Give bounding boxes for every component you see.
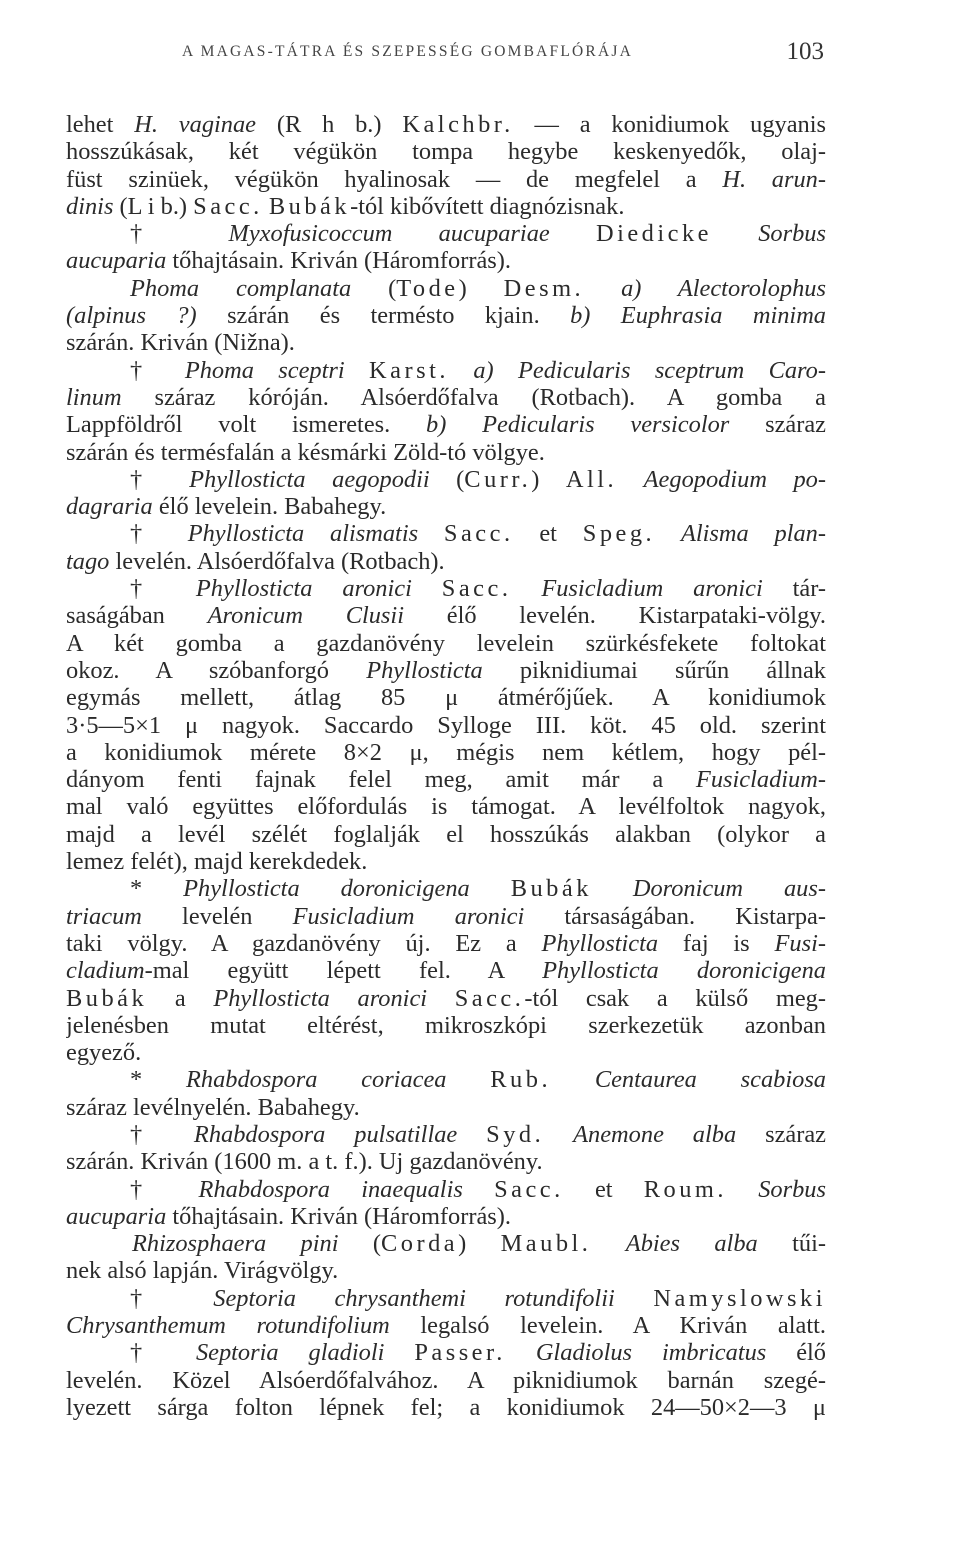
text-run: tőhajtásain. Kriván (Háromforrás). bbox=[166, 247, 512, 275]
text-run bbox=[592, 875, 633, 902]
text-line bbox=[66, 357, 826, 384]
text-run: nek alsó lapján. Virágvölgy. bbox=[66, 1257, 339, 1285]
text-run: levelén. Közel Alsóerdőfalvához. A piknidiumok barnán szegé- bbox=[66, 1366, 826, 1394]
text-line bbox=[66, 985, 826, 1012]
text-line bbox=[66, 1176, 826, 1203]
text-line bbox=[66, 493, 826, 520]
italic-term: Gladiolus imbricatus bbox=[535, 1339, 767, 1367]
text-run bbox=[727, 1176, 758, 1203]
italic-term: H. arun- bbox=[722, 165, 826, 193]
text-run: (R h b.) bbox=[256, 111, 403, 138]
author-name: Kalchbr. bbox=[402, 111, 514, 138]
italic-term: (alpinus ?) bbox=[66, 302, 197, 330]
author-name: Maubl. bbox=[500, 1230, 592, 1258]
text-run: jelenésben mutat eltérést, mikroszkópi szerkezetük azonban bbox=[66, 1011, 826, 1039]
text-run: † bbox=[130, 1284, 214, 1312]
author-name: Roum. bbox=[643, 1175, 727, 1203]
italic-term: Phyllosticta doronicigena bbox=[183, 875, 470, 903]
text-line bbox=[66, 220, 826, 247]
italic-term: b) Euphrasia minima bbox=[570, 302, 826, 330]
text-run: szárán. Kriván (1600 m. a t. f.). Uj gazdanövény. bbox=[66, 1148, 543, 1176]
text-line bbox=[66, 384, 826, 411]
author-name: Syd. bbox=[486, 1120, 545, 1148]
text-line bbox=[66, 1121, 826, 1148]
italic-term: Phyllosticta bbox=[541, 929, 659, 957]
text-run bbox=[427, 985, 455, 1012]
italic-term: dinis bbox=[66, 192, 114, 220]
text-line bbox=[66, 875, 826, 902]
text-run bbox=[384, 1339, 414, 1366]
text-run bbox=[418, 520, 444, 547]
text-line bbox=[66, 1394, 826, 1421]
text-line bbox=[66, 548, 826, 575]
italic-term: Abies alba bbox=[625, 1230, 758, 1258]
text-line bbox=[66, 1012, 826, 1039]
text-line bbox=[66, 1148, 826, 1175]
text-line bbox=[66, 193, 826, 220]
italic-term: linum bbox=[66, 383, 122, 411]
italic-term: Phoma sceptri bbox=[184, 356, 345, 384]
italic-term: Anemone alba bbox=[573, 1120, 737, 1148]
text-run: — a konidiumok ugyanis bbox=[513, 111, 826, 138]
italic-term: Phyllosticta aronici bbox=[195, 575, 412, 603]
italic-term: Sorbus bbox=[758, 220, 826, 248]
author-name: Sacc. bbox=[443, 520, 514, 548]
text-run: piknidiumai sűrűn állnak bbox=[482, 656, 826, 684]
text-line bbox=[66, 329, 826, 356]
text-run: hosszúkásak, két végükön tompa hegybe keskenyedők, olaj- bbox=[66, 138, 826, 166]
text-run: egyező. bbox=[66, 1039, 142, 1067]
italic-term: Rhabdospora coriacea bbox=[185, 1066, 447, 1094]
italic-term: cladium bbox=[66, 957, 145, 985]
author-name: Namyslowski bbox=[653, 1284, 826, 1312]
text-line bbox=[66, 1285, 826, 1312]
text-run: ( bbox=[429, 465, 465, 493]
italic-term: Rhizosphaera pini bbox=[132, 1230, 339, 1258]
text-run: száraz bbox=[729, 411, 826, 439]
text-run: 3·5—5×1 μ nagyok. Saccardo Sylloge III. köt. 45 old. szerint bbox=[66, 711, 826, 739]
italic-term: Rhabdospora pulsatillae bbox=[193, 1120, 458, 1148]
text-run: saságában bbox=[66, 602, 208, 630]
text-run: száraz kóróján. Alsóerdőfalva (Rotbach). A gomba a bbox=[121, 383, 826, 411]
text-line bbox=[66, 466, 826, 493]
text-line bbox=[66, 739, 826, 766]
text-run: ( bbox=[338, 1230, 381, 1258]
text-run: † bbox=[130, 520, 188, 548]
author-name: Sacc. bbox=[494, 1175, 564, 1203]
text-run: ( bbox=[351, 274, 397, 302]
italic-term: b) Pedicularis versicolor bbox=[426, 411, 730, 439]
italic-term: Phyllosticta aronici bbox=[213, 984, 428, 1012]
text-run: † bbox=[130, 575, 196, 603]
author-name: All. bbox=[565, 465, 618, 493]
text-run: egymás mellett, átlag 85 μ átmérőjűek. A konidiumok bbox=[66, 684, 826, 712]
page-number: 103 bbox=[786, 38, 824, 65]
text-run bbox=[591, 1230, 625, 1257]
text-line bbox=[66, 1339, 826, 1366]
author-name: Curr. bbox=[464, 465, 532, 493]
text-run: mal való együttes előfordulás is támogat. A levélfoltok nagyok, bbox=[66, 793, 826, 821]
author-name: Corda bbox=[381, 1230, 459, 1258]
text-run: szárán és termésfalán a késmárki Zöld-tó völgye. bbox=[66, 438, 545, 466]
italic-term: Chrysanthemum rotundifolium bbox=[66, 1312, 390, 1340]
italic-term: Fusi- bbox=[774, 929, 826, 957]
text-run: tűi- bbox=[757, 1230, 826, 1258]
author-name: Bubák bbox=[510, 875, 592, 903]
italic-term: Myxofusicoccum aucupariae bbox=[228, 220, 550, 248]
text-run bbox=[412, 575, 442, 602]
text-run: * bbox=[130, 875, 184, 903]
text-run: lyezett sárga folton lépnek fel; a konidiumok 24—50×2—3 μ bbox=[66, 1393, 826, 1421]
text-run: levelén. Alsóerdőfalva (Rotbach). bbox=[109, 547, 445, 575]
italic-term: Doronicum aus- bbox=[632, 875, 826, 903]
author-name: Bubák bbox=[268, 192, 351, 220]
italic-term: Fusicladium aronici bbox=[541, 575, 763, 603]
text-line bbox=[66, 1039, 826, 1066]
text-run: okoz. A szóbanforgó bbox=[66, 656, 367, 684]
text-run: (L i b.) bbox=[113, 192, 194, 220]
italic-term: Centaurea scabiosa bbox=[594, 1066, 826, 1094]
text-run: * bbox=[130, 1066, 186, 1094]
text-run: † bbox=[130, 220, 229, 248]
running-header bbox=[0, 40, 960, 80]
italic-term: tago bbox=[66, 547, 110, 575]
italic-term: Aegopodium po- bbox=[643, 465, 826, 493]
author-name: Bubák bbox=[66, 984, 148, 1012]
author-name: Sacc. bbox=[441, 575, 512, 603]
text-line bbox=[66, 439, 826, 466]
text-run bbox=[550, 220, 596, 247]
text-run: élő bbox=[766, 1339, 826, 1367]
text-run: a konidiumok mérete 8×2 μ, mégis nem kétlem, hogy pél- bbox=[66, 738, 826, 766]
text-run bbox=[551, 1066, 595, 1093]
text-run: -tól kibővített diagnózisnak. bbox=[350, 192, 625, 220]
text-run bbox=[584, 275, 621, 302]
text-run: levelén bbox=[141, 902, 293, 930]
text-run: szárán. Kriván (Nižna). bbox=[66, 329, 295, 357]
text-line bbox=[66, 848, 826, 875]
text-line bbox=[66, 275, 826, 302]
author-name: Tode bbox=[396, 274, 459, 302]
text-line bbox=[66, 575, 826, 602]
text-run: † bbox=[130, 1339, 196, 1367]
text-run: élő levelén. Kistarpataki-völgy. bbox=[403, 602, 826, 630]
text-run: száraz bbox=[736, 1120, 826, 1148]
text-run: † bbox=[130, 356, 185, 384]
italic-term: Phyllosticta doronicigena bbox=[542, 957, 826, 985]
author-name: Rub. bbox=[490, 1066, 552, 1094]
author-name: Desm. bbox=[503, 274, 585, 302]
text-run: dányom fenti fajnak felel meg, amit már a bbox=[66, 766, 696, 794]
text-run: ) bbox=[458, 274, 504, 302]
text-run: et bbox=[563, 1175, 644, 1203]
author-name: Speg. bbox=[582, 520, 656, 548]
italic-term: a) Pedicularis sceptrum Caro- bbox=[473, 356, 826, 384]
text-line bbox=[66, 302, 826, 329]
text-line bbox=[66, 1203, 826, 1230]
author-name: Sacc. bbox=[454, 984, 525, 1012]
text-run bbox=[470, 875, 511, 902]
text-line bbox=[66, 957, 826, 984]
text-run: társaságában. Kistarpa- bbox=[524, 902, 826, 930]
text-line bbox=[66, 1367, 826, 1394]
text-run bbox=[447, 1066, 491, 1093]
text-line bbox=[66, 657, 826, 684]
text-run bbox=[463, 1176, 494, 1203]
text-run: et bbox=[513, 520, 583, 548]
text-run: ) bbox=[531, 465, 566, 493]
text-line bbox=[66, 1066, 826, 1093]
text-line bbox=[66, 520, 826, 547]
italic-term: Septoria chrysanthemi rotundifolii bbox=[213, 1284, 615, 1312]
text-run bbox=[345, 357, 369, 384]
author-name: Karst. bbox=[369, 356, 449, 384]
text-run: -tól csak a külső meg- bbox=[524, 984, 826, 1012]
author-name: Passer. bbox=[414, 1339, 506, 1367]
text-line bbox=[66, 247, 826, 274]
text-run: a bbox=[147, 984, 214, 1012]
text-run bbox=[449, 357, 473, 384]
italic-term: Phyllosticta bbox=[366, 656, 483, 684]
text-run: faj is bbox=[658, 929, 775, 957]
text-run: Lappföldről volt ismeretes. bbox=[66, 411, 427, 439]
text-line bbox=[66, 821, 826, 848]
text-line bbox=[66, 138, 826, 165]
text-run: szárán és termésto kjain. bbox=[196, 302, 571, 330]
text-line bbox=[66, 166, 826, 193]
text-run: legalsó levelein. A Kriván alatt. bbox=[389, 1312, 826, 1340]
italic-term: Alisma plan- bbox=[680, 520, 826, 548]
italic-term: Septoria gladioli bbox=[195, 1339, 385, 1367]
italic-term: triacum bbox=[66, 902, 142, 930]
text-line bbox=[66, 1257, 826, 1284]
text-line bbox=[66, 793, 826, 820]
text-line bbox=[66, 602, 826, 629]
italic-term: dagraria bbox=[66, 493, 153, 521]
italic-term: aucuparia bbox=[66, 247, 167, 275]
text-run: -mal együtt lépett fel. A bbox=[144, 957, 543, 985]
text-line bbox=[66, 630, 826, 657]
text-run bbox=[457, 1121, 486, 1148]
italic-term: Aronicum Clusii bbox=[207, 602, 404, 630]
text-line bbox=[66, 930, 826, 957]
text-line bbox=[66, 411, 826, 438]
text-line bbox=[66, 1312, 826, 1339]
text-line bbox=[66, 684, 826, 711]
text-line bbox=[66, 766, 826, 793]
text-run: † bbox=[130, 465, 190, 493]
italic-term: aucuparia bbox=[66, 1202, 167, 1230]
text-line bbox=[66, 111, 826, 138]
text-line bbox=[66, 1230, 826, 1257]
italic-term: Fusicladium- bbox=[695, 766, 826, 794]
text-run: lemez felét), majd kerekdedek. bbox=[66, 848, 368, 876]
italic-term: Rhabdospora inaequalis bbox=[198, 1175, 463, 1203]
text-run: † bbox=[130, 1120, 194, 1148]
text-run: lehet bbox=[66, 111, 135, 138]
italic-term: Phoma complanata bbox=[130, 274, 352, 302]
text-run: † bbox=[130, 1175, 199, 1203]
italic-term: Phyllosticta alismatis bbox=[187, 520, 419, 548]
text-run bbox=[615, 1285, 654, 1312]
text-run bbox=[617, 466, 644, 493]
body-text bbox=[66, 111, 826, 1421]
text-run: tőhajtásain. Kriván (Háromforrás). bbox=[166, 1202, 512, 1230]
text-run bbox=[511, 575, 541, 602]
text-run: füst szinüek, végükön hyalinosak — de megfelel a bbox=[66, 165, 723, 193]
author-name: Diedicke bbox=[595, 220, 712, 248]
italic-term: Fusicladium aronici bbox=[292, 902, 525, 930]
author-name: Sacc. bbox=[193, 192, 263, 220]
running-title: A MAGAS-TÁTRA ÉS SZEPESSÉG GOMBAFLÓRÁJA bbox=[182, 43, 633, 60]
text-run bbox=[506, 1339, 536, 1366]
text-run bbox=[655, 520, 681, 547]
text-run: élő levelein. Babahegy. bbox=[152, 493, 387, 521]
text-run: taki völgy. A gazdanövény új. Ez a bbox=[66, 929, 542, 957]
italic-term: a) Alectorolophus bbox=[621, 274, 826, 302]
italic-term: Phyllosticta aegopodii bbox=[189, 465, 430, 493]
italic-term: Sorbus bbox=[758, 1175, 826, 1203]
text-run: majd a levél szélét foglalják el hosszúkás alakban (olykor a bbox=[66, 820, 826, 848]
text-run: ) bbox=[458, 1230, 501, 1258]
text-run: A két gomba a gazdanövény levelein szürkésfekete foltokat bbox=[66, 629, 826, 657]
text-run: száraz levélnyelén. Babahegy. bbox=[66, 1093, 360, 1121]
text-line bbox=[66, 1094, 826, 1121]
italic-term: H. vaginae bbox=[134, 111, 257, 138]
text-run bbox=[712, 220, 758, 247]
text-run: tár- bbox=[762, 575, 826, 603]
text-line bbox=[66, 712, 826, 739]
text-run bbox=[544, 1121, 573, 1148]
text-line bbox=[66, 903, 826, 930]
